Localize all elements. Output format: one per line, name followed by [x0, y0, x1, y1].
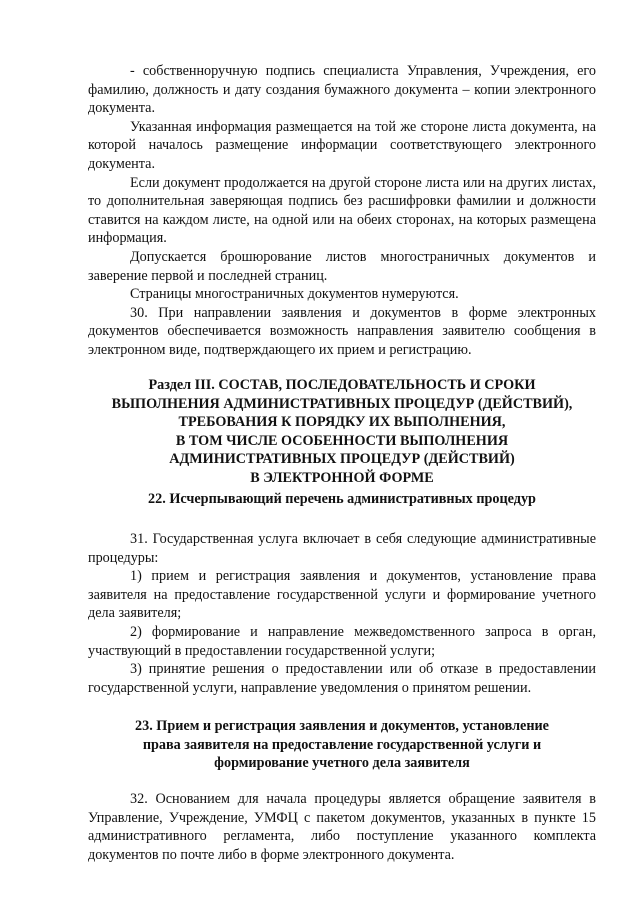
heading-line: В ТОМ ЧИСЛЕ ОСОБЕННОСТИ ВЫПОЛНЕНИЯ [175, 432, 509, 449]
paragraph: Допускается брошюрование листов многостраничных документов и заверение первой и последней страниц. [88, 248, 596, 284]
intro-text [88, 62, 596, 360]
list-item: 3) принятие решения о предоставлении или об отказе в предоставлении государственной услуги, направление уведомления о принятом решении. [88, 661, 596, 696]
paragraph: 32. Основанием для начала процедуры является обращение заявителя в Управление, Учреждение, УМФЦ с пакетом документов, указанных в пункте 15 административного регламента, либо поступление указанного комплекта документов по почте либо в форме электронного документа. [88, 791, 596, 863]
list-item: 2) формирование и направление межведомственного запроса в орган, участвующий в предоставлении государственной услуги; [88, 623, 596, 659]
paragraph: Если документ продолжается на другой стороне листа или на других листах, то дополнительная заверяющая подпись без расшифровки фамилии и должности ставится на каждом листе, на одной или на обеих сторонах, на которых размещена информация. [88, 174, 596, 247]
heading-line: ТРЕБОВАНИЯ К ПОРЯДКУ ИХ ВЫПОЛНЕНИЯ, [178, 414, 506, 431]
subheading-22 [88, 490, 596, 509]
paragraph: Указанная информация размещается на той же стороне листа документа, на которой началось размещение информации соответствующего электронного документа. [88, 118, 596, 172]
section-heading [88, 376, 596, 488]
subheading-line: права заявителя на предоставление государственной услуги и [142, 736, 542, 753]
heading-line: ВЫПОЛНЕНИЯ АДМИНИСТРАТИВНЫХ ПРОЦЕДУР (ДЕЙСТВИЙ), [111, 395, 573, 412]
subheading-title: 22. Исчерпывающий перечень административных процедур [148, 491, 536, 507]
subheading-line: формирование учетного дела заявителя [214, 755, 470, 772]
paragraph: 30. При направлении заявления и документов в форме электронных документов обеспечивается возможность направления заявителю сообщения в электронном виде, подтверждающего их прием и регистрацию. [88, 304, 596, 358]
procedures-list [88, 530, 596, 697]
paragraph: Страницы многостраничных документов нумеруются. [130, 286, 459, 303]
subheading-line: 23. Прием и регистрация заявления и документов, установление [135, 718, 549, 734]
heading-line: В ЭЛЕКТРОННОЙ ФОРМЕ [250, 469, 434, 486]
heading-line: АДМИНИСТРАТИВНЫХ ПРОЦЕДУР (ДЕЙСТВИЙ) [169, 451, 515, 468]
paragraph: 31. Государственная услуга включает в себя следующие административные процедуры: [88, 531, 596, 566]
list-item: 1) прием и регистрация заявления и документов, установление права заявителя на предоставление государственной услуги и формирование учетного дела заявителя; [88, 568, 596, 622]
paragraph: - собственноручную подпись специалиста Управления, Учреждения, его фамилию, должность и дату создания бумажного документа – копии электронного документа. [88, 63, 596, 117]
subheading-23 [88, 717, 596, 773]
heading-line: Раздел III. СОСТАВ, ПОСЛЕДОВАТЕЛЬНОСТЬ И СРОКИ [148, 377, 536, 393]
final-text [88, 790, 596, 864]
